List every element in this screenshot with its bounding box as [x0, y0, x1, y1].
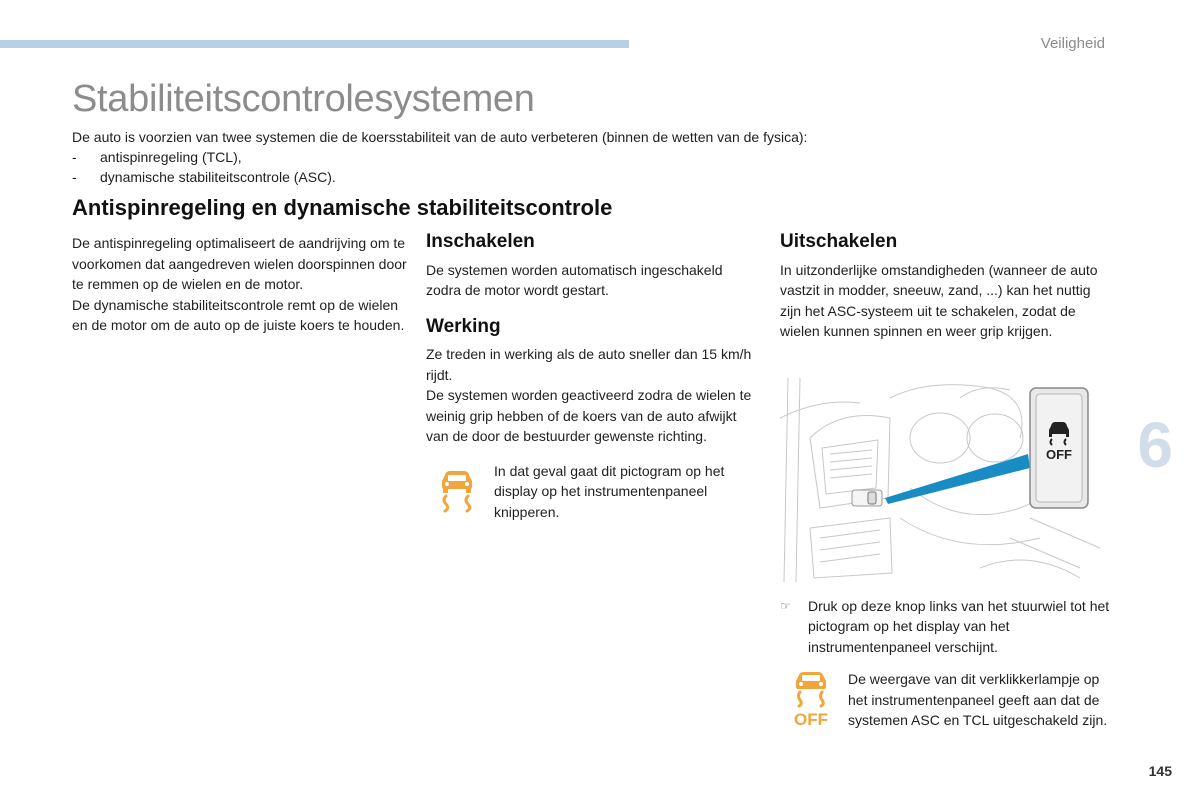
list-dash: -: [72, 149, 77, 165]
list-item-text: antispinregeling (TCL),: [100, 149, 242, 165]
header-accent-bar: [0, 40, 629, 48]
skidding-car-off-icon: [790, 671, 832, 727]
page-number: 145: [1148, 763, 1172, 779]
heading-werking: Werking: [426, 315, 501, 337]
pointing-hand-icon: ☞: [780, 598, 791, 613]
list-dash: -: [72, 169, 77, 185]
intro-list: [72, 147, 972, 187]
paragraph: De dynamische stabiliteitscontrole remt op de wielen en de motor om de auto op de juiste koers te houden.: [72, 296, 405, 333]
list-item: [72, 147, 972, 167]
instruction-text: Druk op deze knop links van het stuurwiel tot het pictogram op het display van het instrumentenpaneel verschijnt.: [808, 597, 1110, 655]
list-item-text: dynamische stabiliteitscontrole (ASC).: [100, 169, 336, 185]
heading-uitschakelen: Uitschakelen: [780, 231, 898, 252]
column-description: [72, 233, 407, 336]
section-label: Veiligheid: [1040, 35, 1105, 52]
dashboard-illustration-drawing: [780, 378, 1106, 582]
chapter-number: 6: [1137, 409, 1173, 481]
intro-text: De auto is voorzien van twee systemen die de koersstabiliteit van de auto verbeteren (binnen de wetten van de fysica):: [72, 129, 808, 145]
column-deactivation: [780, 232, 1115, 731]
list-item: [72, 167, 972, 187]
paragraph: De systemen worden geactiveerd zodra de wielen te weinig grip hebben of de koers van de auto afwijkt van de door de bestuurder gewenste richting.: [426, 387, 752, 444]
skidding-car-icon: [436, 467, 478, 513]
icon-note-text: In dat geval gaat dit pictogram op het display op het instrumentenpaneel knipperen.: [494, 462, 725, 520]
off-button-label: OFF: [1046, 446, 1072, 462]
paragraph: De systemen worden automatisch ingeschakeld zodra de motor wordt gestart.: [426, 261, 723, 298]
icon-note: [780, 669, 1115, 731]
heading-inschakelen: Inschakelen: [426, 231, 535, 252]
paragraph: De antispinregeling optimaliseert de aandrijving om te voorkomen dat aangedreven wielen doorspinnen door te remmen op de wielen en de motor.: [72, 235, 407, 292]
intro: [72, 127, 972, 187]
column-activation: [426, 232, 761, 525]
section-heading: Antispinregeling en dynamische stabiliteitscontrole: [72, 195, 613, 220]
paragraph: Ze treden in werking als de auto sneller dan 15 km/h rijdt.: [426, 346, 752, 383]
instruction-bullet: [780, 596, 1115, 658]
icon-note: [426, 461, 761, 525]
page-title: Stabiliteitscontrolesystemen: [72, 78, 535, 120]
dashboard-illustration: [780, 378, 1106, 582]
paragraph: In uitzonderlijke omstandigheden (wanneer de auto vastzit in modder, sneeuw, zand, ...) kan het nuttig zijn het ASC-systeem uit te schakelen, zodat de wielen kunnen spinnen en weer grip krijgen.: [780, 261, 1098, 339]
off-icon-label: OFF: [794, 710, 828, 727]
icon-note-text: De weergave van dit verklikkerlampje op het instrumentenpaneel geeft aan dat de systemen ASC en TCL uitgeschakeld zijn.: [848, 671, 1108, 728]
